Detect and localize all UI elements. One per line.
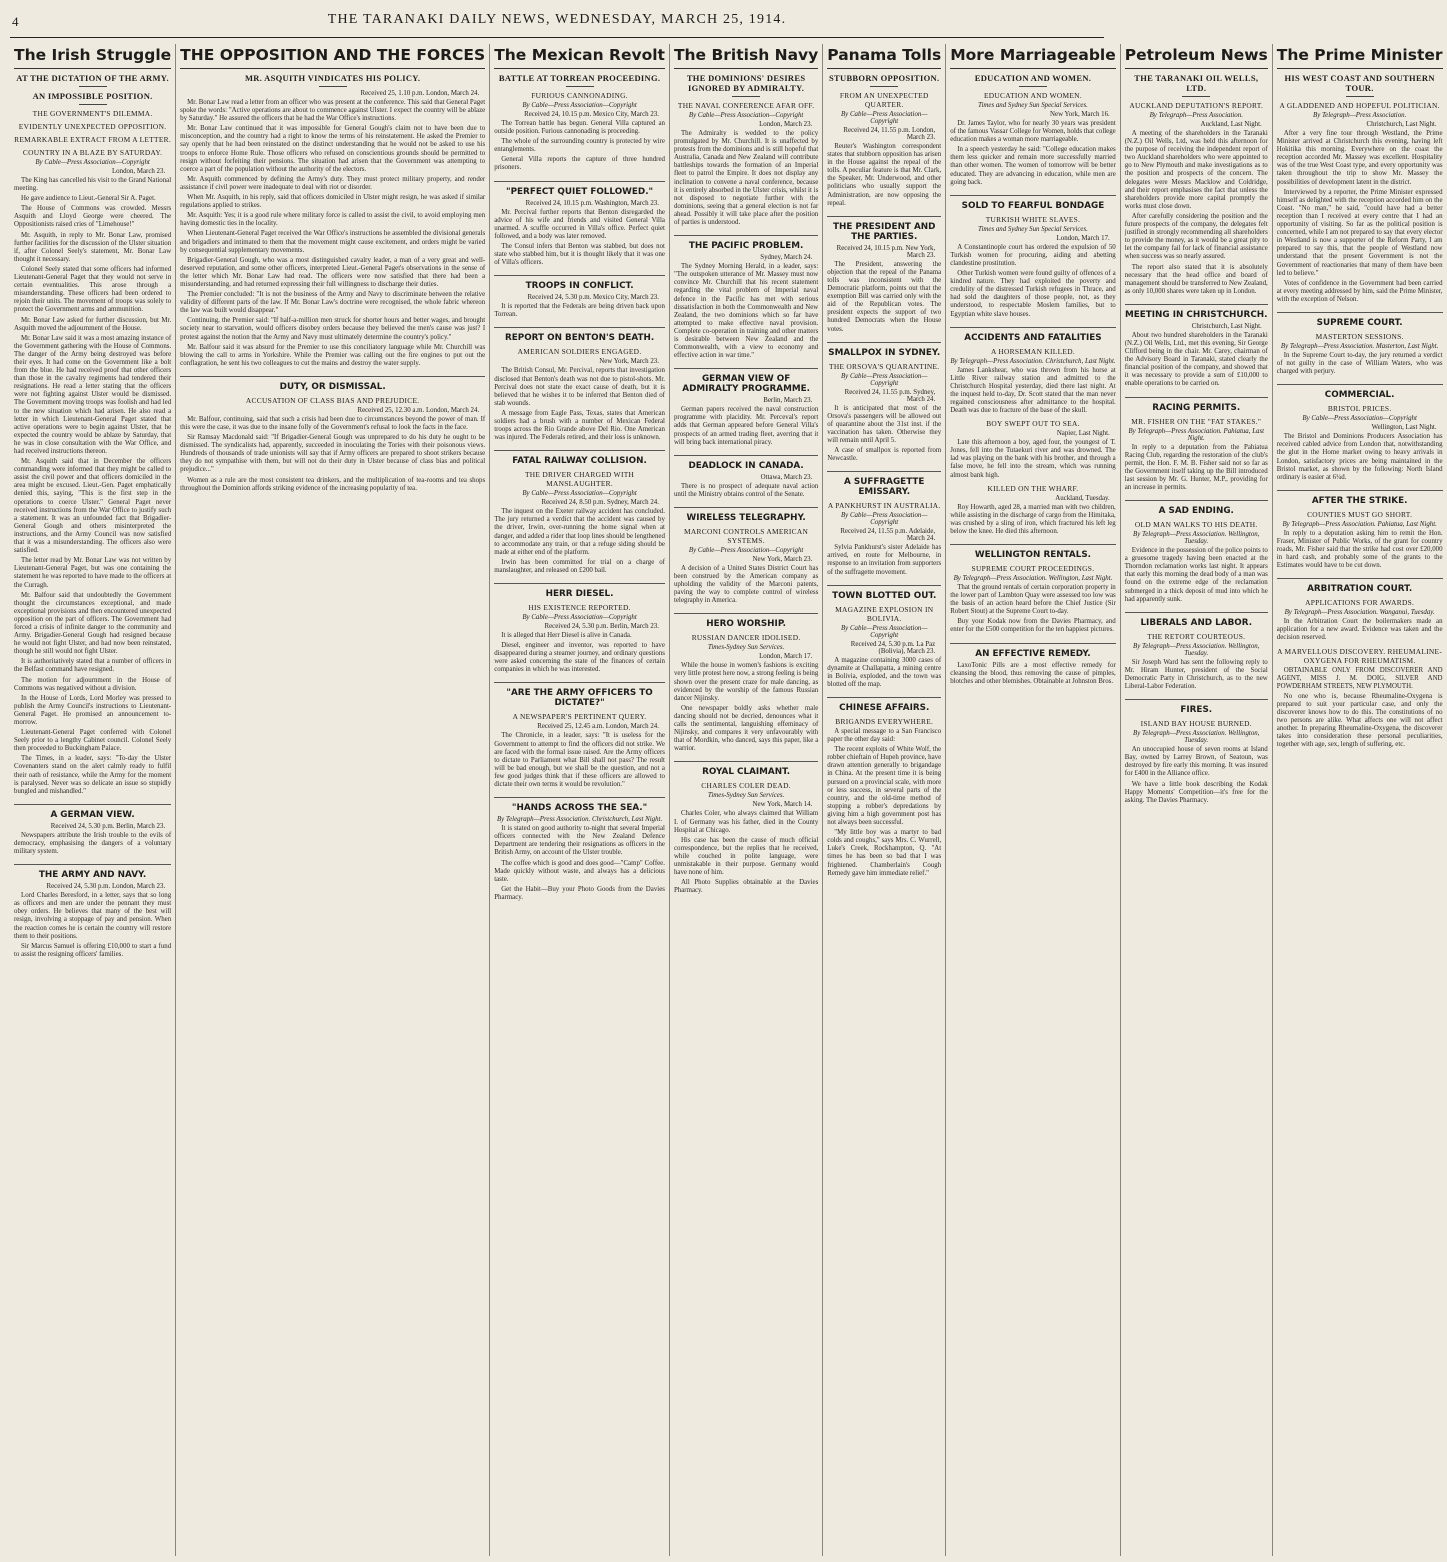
dateline: Auckland, Tuesday.	[1055, 494, 1110, 502]
dateline: London, March 23.	[759, 121, 813, 128]
section-heading: REPORT ON BENTON'S DEATH.	[494, 327, 665, 343]
subheadline: KILLED ON THE WHARF.	[987, 483, 1079, 493]
section-heading: "PERFECT QUIET FOLLOWED."	[494, 181, 665, 197]
article-paragraph: Mr. Asquith commenced by defining the Army's duty. They must protect military property, and render assistance if civil power were inadequate to deal with riot or disorder.	[180, 175, 486, 191]
article-paragraph: Sir Joseph Ward has sent the following reply to Mr. Hiram Hunter, president of the Social Democratic Party in Christchurch, as to the new Liberal-Labor Federation.	[1124, 658, 1268, 691]
subheadline: BRIGANDS EVERYWHERE.	[835, 717, 934, 726]
subheadline: CHARLES COLER DEAD.	[701, 781, 791, 791]
column-headline: The Mexican Revolt	[494, 44, 665, 69]
article-paragraph: All Photo Supplies obtainable at the Davies Pharmacy.	[673, 879, 819, 895]
subheadline: THE GOVERNMENT'S DILEMMA.	[32, 109, 153, 118]
subheadline: EDUCATION AND WOMEN.	[983, 91, 1082, 100]
section-heading: ACCIDENTS AND FATALITIES	[950, 327, 1116, 343]
wire-credit: By Telegraph—Press Association. Pahiatua, Last Night.	[1282, 520, 1437, 528]
article-paragraph: An unoccupied house of seven rooms at Island Bay, owned by Larrey Brown, of Seatoun, was destroyed by fire early this morning. It was insured for £400 in the Alliance office.	[1124, 746, 1268, 778]
article-paragraph: Mr. Balfour said it was absurd for the Premier to use this conciliatory language while Mr. Churchill was blowing the call to arms in Yorkshire. While the Premier was calling out the fire engines to put out the conflagration, he sent his two colleagues to cut the mains and destroy the water supply.	[180, 343, 486, 367]
article-paragraph: Mr. Bonar Law continued that it was impossible for General Gough's claim not to have been due to misconception, and the country had a right to know the terms of his reinstatement. He asked the Premier to say openly that he had been reinstated on the distinct understanding that he would not be asked to use his troops to enforce Home Rule. Those officers who refused on conscientious grounds should be permitted to resign without forfeiting their pensions. The situation had arisen that the Government was attempting to coerce a part of the population without the authority of the electors.	[180, 125, 486, 173]
column-headline: The British Navy	[674, 44, 818, 69]
wire-credit: By Cable—Press Association—Copyright	[1302, 415, 1417, 423]
subheadline: EDUCATION AND WOMEN.	[974, 73, 1092, 83]
article-paragraph: German papers received the naval construction programme with placidity. Mr. Perceval's report adds that German appeared before General Villa's prospects of an armed trading fleet, averring that it will bring back international piracy.	[673, 406, 819, 446]
article-paragraph: Late this afternoon a boy, aged four, the youngest of T. Jones, fell into the Tutaekuri river and was drowned. The lad was playing on the bank with his brother, and through a false move, he fell into the stream, which was running almost bank high.	[950, 439, 1116, 479]
article-paragraph: Colonel Seely stated that some officers had informed Lieutenant-General Paget that they would not serve in certain eventualities. This arose through a misunderstanding. These officers had been ordered to rejoin their units. The movement of troops was solely to protect the Government arms and ammunition.	[14, 265, 172, 314]
dateline: Christchurch, Last Night.	[1191, 322, 1262, 330]
section-heading: A GERMAN VIEW.	[14, 804, 171, 820]
article-paragraph: Charles Coler, who always claimed that William I. of Germany was his father, died in the County Hospital at Chicago.	[673, 810, 819, 834]
article-paragraph: A meeting of the shareholders in the Taranaki (N.Z.) Oil Wells, Ltd, was held this afternoon for the purpose of receiving the independent report of two Auckland shareholders who were appointed to go to New Plymouth and make investigations as to the position and prospects of the concern. The delegates were Messrs Macklow and Coldridge, and their report emphasises the fact that unless the shareholders provide more capital promptly the works must close down.	[1124, 130, 1268, 210]
section-heading: SMALLPOX IN SYDNEY.	[827, 342, 941, 358]
article-paragraph: A Constantinople court has ordered the expulsion of 50 Turkish women for procuring, aiding and abetting clandestine prostitution.	[950, 243, 1116, 267]
dateline: Received 24, 11.55 p.m. London, March 23.	[843, 127, 936, 141]
section-heading: "HANDS ACROSS THE SEA."	[494, 797, 665, 813]
article-paragraph: Mr. Asquith said that in December the officers commanding were informed that they might be called to assist the civil power and that officers domiciled in the area might be excused. Lieut.-Gen. Paget emphatically denied this, saying, "This is the first step in the operations to coerce Ulster." General Paget never received instructions from the War Office to justify such a statement. It was an unfounded fact that Brigadier-General Gough and others misinterpreted the instructions, and the Army Council was now satisfied that it was a misunderstanding. The officers also were satisfied.	[14, 458, 172, 555]
section-heading: SOLD TO FEARFUL BONDAGE	[950, 195, 1116, 211]
article-paragraph: In the Supreme Court to-day, the jury returned a verdict of not guilty in the case of William Waters, who was charged with perjury.	[1276, 351, 1443, 376]
article-paragraph: In reply to a deputation from the Pahiatua Racing Club, regarding the restoration of the club's permit, the Hon. F. M. B. Fisher said not so far as the Government itself taking up the Bill introduced last session by Mr. G. Hunter, M.P., providing for an increase in permits.	[1124, 443, 1268, 491]
article-paragraph: The Bristol and Dominions Producers Association has received cabled advice from London that, notwithstanding the glut in the Home market owing to heavy arrivals in London, satisfactory prices are being maintained in the Bristol market, as shown by the following: North Island ordinary is easier at 6¼d.	[1276, 433, 1443, 481]
column-5	[822, 44, 945, 1556]
article-paragraph: Dr. James Taylor, who for nearly 30 years was president of the famous Vassar College for Women, holds that college education makes a woman more marriageable.	[950, 120, 1116, 144]
subheadline: AT THE DICTATION OF THE ARMY.	[16, 73, 169, 83]
dateline: Received 24, 5.30 p.m. Berlin, March 23.	[50, 822, 166, 830]
short-rule	[566, 86, 594, 87]
column-2	[175, 44, 489, 1556]
wire-credit: By Telegraph—Press Association. Pahiatua, Last Night.	[1128, 427, 1265, 442]
dateline: London, March 17.	[1056, 234, 1110, 242]
article-paragraph: The Chronicle, in a leader, says: "It is useless for the Government to attempt to find the officers did not strike. We are faced with the formal issue raised. Are the Army officers to dictate to Parliament what Bill shall not pass? The result will be bad enough, but we shall be the question, and not a few good judges think that if these officers are allowed to dictate their own terms it would be revolution."	[494, 732, 665, 789]
wire-credit: By Telegraph—Press Association.	[1312, 112, 1407, 119]
article-paragraph: After a very fine tour through Westland, the Prime Minister arrived at Christchurch this evening, having left Hokitika this morning. Everywhere on the coast the reception accorded Mr. Massey was excellent. Hospitality was of the true West Coast type, and every opportunity was taken throughout the trip to show Mr. Massey the possibilities of development latent in the district.	[1276, 130, 1443, 186]
article-paragraph: He gave audience to Lieut.-General Sir A. Paget.	[21, 195, 156, 203]
dateline: Received 24, 10.15 p.m. Mexico City, March 23.	[524, 111, 659, 118]
section-heading: TOWN BLOTTED OUT.	[827, 585, 941, 601]
section-heading: COMMERCIAL.	[1277, 384, 1443, 400]
wire-credit: Times-Sydney Sun Services.	[707, 644, 785, 652]
article-paragraph: Mr. Asquith: Yes; it is a good rule where military force is called to assist the civil, to avoid employing men having domestic ties in the locality.	[180, 212, 486, 228]
article-paragraph: LaxoTonic Pills are a most effective remedy for cleansing the blood, thus removing the cause of pimples, blotches and other blemishes. Obtainable at Johnston Bros.	[950, 661, 1116, 685]
subheadline: AN IMPOSSIBLE POSITION.	[32, 91, 153, 101]
columns	[10, 44, 1443, 1556]
column-headline: The Irish Struggle	[14, 44, 171, 69]
article-paragraph: Mr. Bonar Law read a letter from an officer who was present at the conference. This said that General Paget spoke the words: "Active operations are about to commence against Ulster. I expect the country will be ablaze by Saturday." He assured the officers that he had the War Office's instructions.	[180, 99, 486, 123]
subheadline: THE RETORT COURTEOUS.	[1147, 631, 1246, 641]
article-paragraph: It is stated on good authority to-night that several Imperial officers connected with the New Zealand Defence Department are tendering their resignations as officers in the British Army, on account of the Ulster trouble.	[494, 825, 665, 857]
subheadline: HIS WEST COAST AND SOUTHERN TOUR.	[1284, 73, 1435, 93]
dateline: Received 24, 10.15 p.m. New York, March 23.	[836, 244, 936, 259]
section-heading: CHINESE AFFAIRS.	[827, 697, 941, 713]
subheadline: A GLADDENED AND HOPEFUL POLITICIAN.	[1279, 101, 1440, 110]
masthead-title: THE TARANAKI DAILY NEWS, WEDNESDAY, MARCH 25, 1914.	[327, 12, 787, 27]
article-paragraph: In a speech yesterday he said: "College education makes them less quicker and remain more successfully married than other women. The women of tomorrow will be better educated. They are advancing in education, while men are going back.	[950, 146, 1116, 186]
wire-credit: Times and Sydney Sun Special Services.	[978, 102, 1088, 109]
section-heading: WELLINGTON RENTALS.	[950, 544, 1116, 560]
dateline: Received 24, 11.55 p.m. Adelaide, March 24.	[840, 528, 936, 543]
wire-credit: By Cable—Press Association—Copyright	[840, 512, 928, 527]
section-heading: A SUFFRAGETTE EMISSARY.	[827, 471, 941, 497]
wire-credit: By Telegraph—Press Association. Wellington, Last Night.	[953, 575, 1113, 582]
subheadline: MARCONI CONTROLS AMERICAN SYSTEMS.	[684, 526, 809, 545]
masthead	[10, 8, 1104, 38]
section-heading: "ARE THE ARMY OFFICERS TO DICTATE?"	[494, 682, 665, 708]
subheadline: THE ORSOVA'S QUARANTINE.	[829, 361, 940, 371]
short-rule	[1182, 96, 1210, 97]
article-paragraph: The coffee which is good and does good—"Camp" Coffee. Made quickly without waste, and always has a delicious taste.	[494, 859, 665, 883]
section-heading: THE PRESIDENT AND THE PARTIES.	[827, 216, 941, 242]
article-paragraph: Newspapers attribute the Irish trouble to the evils of democracy, emphasising the dangers of a voluntary military system.	[14, 831, 172, 856]
dateline: Received 24, 5.30 p.m. La Paz (Bolivia), March 23.	[850, 640, 936, 655]
article-paragraph: Women as a rule are the most consistent tea drinkers, and the multiplication of tea-rooms and tea shops throughout the Dominion affords striking evidence of the increasing popularity of tea.	[180, 476, 486, 492]
article-paragraph: That the ground rentals of certain corporation property in the lower part of Lambton Quay were assessed too low was the basis of an action heard before the Chief Justice (Sir Robert Stout) at the Supreme Court to-day.	[950, 584, 1116, 616]
section-heading: FATAL RAILWAY COLLISION.	[494, 450, 665, 466]
subheadline: MR. ASQUITH VINDICATES HIS POLICY.	[244, 73, 421, 83]
dateline: Napier, Last Night.	[1056, 430, 1110, 438]
wire-credit: By Cable—Press Association—Copyright	[840, 624, 928, 639]
dateline: Received 24, 8.50 p.m. Sydney, March 24.	[541, 499, 659, 507]
article-paragraph: While the house in women's fashions is exciting very little protest here now, a strong feeling is being shown over the present craze for male dancing, as evidenced by the worship of the famous Russian dancer Nijinsky.	[673, 662, 819, 702]
wire-credit: By Cable—Press Association—Copyright	[840, 372, 928, 387]
subheadline: BOY SWEPT OUT TO SEA.	[986, 419, 1080, 429]
subheadline: FROM AN UNEXPECTED QUARTER.	[839, 91, 929, 109]
section-heading: ARBITRATION COURT.	[1277, 578, 1443, 594]
article-paragraph: The Times, in a leader, says: "To-day the Ulster Covenanters stand on the alert calmly ready to fulfil their oath of resistance, while the Army for the moment is paralysed. Never was so delicate an issue so stupidly bungled and mishandled."	[14, 755, 172, 795]
article-paragraph: It is alleged that Herr Diesel is alive in Canada.	[501, 632, 632, 639]
section-heading: RACING PERMITS.	[1125, 397, 1268, 413]
wire-credit: By Cable—Press Association—Copyright	[688, 112, 804, 119]
article-paragraph: The House of Commons was crowded. Messrs Asquith and Lloyd George were cheered. The Oppositionists raised cries of "Limehouse!"	[14, 205, 172, 229]
article-paragraph: The British Consul, Mr. Percival, reports that investigation disclosed that Benton's death was not due to pistol-shots. Mr. Percival does not state the exact cause of death, but it is believed that he wishes it to be inferred that Benton died of stab wounds.	[494, 367, 665, 407]
wire-credit: By Cable—Press Association—Copyright	[522, 102, 637, 109]
column-headline: The Prime Minister	[1277, 44, 1443, 69]
wire-credit: By Telegraph—Press Association. Wellington, Tuesday.	[1133, 531, 1260, 546]
article-paragraph: When Mr. Asquith, in his reply, said that officers domiciled in Ulster might resign, he was asked if similar regulations applied to strikes.	[180, 194, 486, 210]
subheadline: MASTERTON SESSIONS.	[1315, 331, 1404, 341]
article-paragraph: The Torrean battle has begun. General Villa captured an outside position. Furious cannonading is proceeding.	[494, 120, 665, 136]
wire-credit: By Telegraph—Press Association. Wanganui, Tuesday.	[1284, 609, 1435, 617]
wire-credit: By Cable—Press Association—Copyright	[522, 614, 637, 621]
article-paragraph: The inquest on the Exeter railway accident has concluded. The jury returned a verdict that the accident was caused by the driver, Irwin, over-running the home signal when at danger, and added a rider that loop lines should be lengthened to accommodate any train, or that a refuge siding should be made at either end of the platform.	[494, 508, 665, 556]
article-paragraph: In the Arbitration Court the boilermakers made an application for a new award. Evidence was taken and the decision reserved.	[1276, 618, 1443, 642]
article-paragraph: About two hundred shareholders in the Taranaki (N.Z.) Oil Wells, Ltd., met this evening, Sir George Clifford being in the chair. Mr. Carey, chairman of the Advisory Board in Taranaki, stated clearly the financial position of the company, and showed that it was necessary to provide a sum of £10,000 to enable operations to be carried on.	[1124, 331, 1268, 388]
dateline: London, March 23.	[111, 168, 166, 175]
article-paragraph: Sir Marcus Samuel is offering £10,000 to start a fund to assist the resigning officers' families.	[14, 942, 172, 958]
article-paragraph: There is no prospect of adequate naval action until the Ministry obtains control of the Senate.	[673, 482, 819, 498]
article-paragraph: OBTAINABLE ONLY FROM DISCOVERER AND AGENT, MISS J. M. DOIG, SILVER AND POWDERHAM STREETS, NEW PLYMOUTH.	[1276, 666, 1443, 690]
article-paragraph: The letter read by Mr. Bonar Law was not written by Lieutenant-General Paget, but was one containing the statement he was reported to have made to the officers at the Curragh.	[14, 557, 172, 589]
article-paragraph: "My little boy was a martyr to bad colds and coughs," says Mrs. C. Wurrell, Luke's Creek, Rockhampton, Q. "At times he has been so bad that I was frightened. Chamberlain's Cough Remedy gave him immediate relief."	[827, 829, 942, 877]
article-paragraph: Lieutenant-General Paget conferred with Colonel Seely prior to a lengthy Cabinet council. Colonel Seely then proceeded to Buckingham Palace.	[14, 729, 172, 753]
section-heading: HERR DIESEL.	[494, 583, 665, 599]
short-rule	[79, 86, 107, 87]
dateline: Wellington, Last Night.	[1371, 424, 1437, 432]
dateline: Received 24, 11.55 p.m. Sydney, March 24.	[844, 388, 936, 403]
section-heading: AN EFFECTIVE REMEDY.	[950, 643, 1116, 659]
subheadline: A MARVELLOUS DISCOVERY. RHEUMALINE-OXYGENA FOR RHEUMATISM.	[1277, 646, 1443, 665]
subheadline: ACCUSATION OF CLASS BIAS AND PREJUDICE.	[245, 395, 420, 405]
dateline: Christchurch, Last Night.	[1366, 121, 1437, 128]
section-heading: ROYAL CLAIMANT.	[674, 761, 818, 777]
subheadline: COUNTRY IN A BLAZE BY SATURDAY.	[22, 148, 163, 157]
dateline: London, March 17.	[759, 653, 813, 661]
article-paragraph: The whole of the surrounding country is protected by wire entanglements.	[494, 138, 665, 154]
dateline: Received 24, 5.30 p.m. London, March 23.	[46, 883, 166, 891]
article-paragraph: His case has been the cause of much official correspondence, but the replies that he received, while couched in polite language, were unmistakable in their purpose. Germany would have none of him.	[673, 836, 819, 877]
article-paragraph: Sylvia Pankhurst's sister Adelaide has arrived, en route for Melbourne, in response to an invitation from supporters of the suffragette movement.	[827, 544, 942, 576]
article-paragraph: Interviewed by a reporter, the Prime Minister expressed himself as delighted with the reception accorded him on the Coast. "No man," he said, "could have had a better reception than I received at every centre that I had an opportunity of visiting. So far as the political position is concerned, while I am not prepared to say that every elector in Westland is now a supporter of the Reform Party, I am prepared to say this, that the people of Westland now understand that the present Government is not the Government of reactionaries that many of them have been led to believe."	[1276, 188, 1443, 277]
subheadline: MAGAZINE EXPLOSION IN BOLIVIA.	[835, 604, 934, 623]
subheadline: A NEWSPAPER'S PERTINENT QUERY.	[512, 712, 647, 722]
subheadline: HIS EXISTENCE REPORTED.	[528, 603, 631, 612]
article-paragraph: Continuing, the Premier said: "If half-a-million men struck for shorter hours and better wages, and brought society near to starvation, would officers disobey orders because they believed the men's cause was just? I protest against the notion that the Army and Navy must ultimately determine the country's policy."	[180, 317, 486, 341]
dateline: New York, March 14.	[752, 801, 813, 809]
wire-credit: By Cable—Press Association—Copyright	[35, 159, 150, 166]
dateline: Received 25, 12.45 a.m. London, March 24.	[537, 723, 659, 731]
article-paragraph: The President, answering the objection that the repeal of the Panama tolls was inconsistent with the Democratic platform, points out that the exemption Bill was carried only with the aid of the Republican votes. The president expects the support of two hundred Democrats when the House votes.	[827, 260, 942, 333]
article-paragraph: Mr. Bonar Law said it was a most amazing instance of the Government gathering with the House of Commons. The danger of the Army being destroyed was before their eyes. It had come on the Government like a bolt from the blue. He had received proof that other officers than those in the cavalry regiments had tendered their resignations. He read a letter stating that the officers were not fighting against Ulster would be dismissed. The Government moving troops was foolish and had led to the new situation which had arisen. He also read a letter in which Lieutenant-General Paget stated that active operations were to begin against Ulster, that he expected the country would be ablaze by Saturday, that he was in close consultation with the War Office, and had received instructions thereon.	[14, 334, 172, 455]
article-paragraph: No one who is, because Rheumaline-Oxygena is prepared to suit your particular case, and only the discoverer knows how to do this. The constitutions of no two persons are alike. What affects one will not affect another. In preparing Rheumaline-Oxygena, the discoverer takes into consideration these personal peculiarities, together with age, sex, length of suffering, etc.	[1276, 692, 1443, 749]
article-paragraph: The Premier concluded: "It is not the business of the Army and Navy to discriminate between the relative validity of different parts of the law. If Mr. Bonar Law's doctrine were recognised, the whole fabric whereon the law was built would disappear."	[180, 291, 486, 315]
subheadline: FURIOUS CANNONADING.	[531, 91, 628, 100]
article-paragraph: In the House of Lords, Lord Morley was pressed to publish the Army Council's instructions to Lieutenant-General Paget. He promised an announcement to-morrow.	[14, 694, 172, 726]
wire-credit: Times-Sydney Sun Services.	[707, 792, 785, 800]
column-headline: THE OPPOSITION AND THE FORCES	[180, 44, 485, 69]
wire-credit: By Telegraph—Press Association.	[1149, 112, 1243, 119]
section-heading: THE ARMY AND NAVY.	[14, 864, 171, 880]
column-7	[1120, 44, 1272, 1556]
article-paragraph: The King has cancelled his visit to the Grand National meeting.	[14, 177, 172, 193]
article-paragraph: The Consul infers that Benton was stabbed, but does not state who stabbed him, but it is thought likely that it was one of Villa's officers.	[494, 242, 665, 267]
article-paragraph: Votes of confidence in the Government had been carried at every meeting addressed by him, said the Prime Minister, with the exception of Nelson.	[1276, 279, 1443, 303]
dateline: New York, March 23.	[599, 358, 659, 366]
article-paragraph: One newspaper boldly asks whether male dancing should not be decried, denounces what it calls the sentimental, languishing effeminacy of Nijinsky, and compares it very unfavourably with that of Mordkin, who danced, says this paper, like a warrior.	[673, 704, 819, 753]
article-paragraph: The Sydney Morning Herald, in a leader, says: "The outspoken utterance of Mr. Massey must now convince Mr. Churchill that his recent statement regarding the vital problem of Imperial naval defence in the Pacific has met with serious dissatisfaction in both the Commonwealth and New Zealand, the two dominions which so far have attempted to make effective naval provision. Complete co-operation in training and other matters is desirable between New Zealand and the Commonwealth, with a view to economy and effective action in war time."	[673, 263, 819, 360]
subheadline: THE DRIVER CHARGED WITH MANSLAUGHTER.	[524, 470, 635, 489]
article-paragraph: A case of smallpox is reported from Newcastle.	[827, 447, 942, 463]
article-paragraph: General Villa reports the capture of three hundred prisoners.	[494, 156, 665, 172]
wire-credit: By Telegraph—Press Association. Christchurch, Last Night.	[496, 816, 663, 824]
article-paragraph: A decision of a United States District Court has been construed by the American company as upholding the validity of the Marconi patents, paving the way to complete control of wireless telegraphy in America.	[673, 564, 819, 605]
dateline: Received 25, 1.10 p.m. London, March 24.	[360, 90, 480, 97]
subheadline: THE TARANAKI OIL WELLS, LTD.	[1134, 73, 1259, 93]
subheadline: ISLAND BAY HOUSE BURNED.	[1140, 719, 1252, 729]
section-heading: AFTER THE STRIKE.	[1277, 490, 1443, 506]
dateline: Auckland, Last Night.	[1200, 121, 1262, 128]
article-paragraph: We have a little book describing the Kodak Happy Moments' Competition—it's free for the asking. The Davies Pharmacy.	[1124, 780, 1268, 804]
article-paragraph: Mr. Asquith, in reply to Mr. Bonar Law, promised further facilities for the discussion of the Ulster situation if, after Colonel Seely's statement, Mr. Bonar Law thought it necessary.	[14, 231, 172, 263]
article-paragraph: The recent exploits of White Wolf, the robber chieftain of Hupeh province, have drawn attention generally to brigandage in China. At the present time it is being pursued on a provincial scale, with more or less success, in several parts of the country, and the old-time method of stopping a robber's depredations by giving him a high government post has not always been successful.	[827, 746, 942, 827]
section-heading: FIRES.	[1125, 699, 1268, 715]
article-paragraph: Buy your Kodak now from the Davies Pharmacy, and enter for the £500 competition for the ten happiest pictures.	[950, 618, 1116, 634]
subheadline: SUPREME COURT PROCEEDINGS.	[971, 564, 1095, 573]
article-paragraph: Mr. Percival further reports that Benton disregarded the advice of his wife and friends and visited General Villa unarmed. A scuffle occurred in Villa's office. Perfect quiet followed, and a body was later removed.	[494, 208, 665, 240]
section-heading: DUTY, OR DISMISSAL.	[180, 376, 485, 392]
column-6	[945, 44, 1120, 1556]
wire-credit: By Telegraph—Press Association. Christchurch, Last Night.	[950, 357, 1116, 365]
article-paragraph: It is authoritatively stated that a number of officers in the Belfast command have resigned.	[14, 658, 172, 674]
short-rule	[732, 96, 760, 97]
column-1	[10, 44, 175, 1556]
subheadline: BRISTOL PRICES.	[1327, 404, 1392, 414]
section-heading: THE PACIFIC PROBLEM.	[674, 235, 818, 251]
subheadline: BATTLE AT TORREAN PROCEEDING.	[498, 73, 661, 83]
article-paragraph: In reply to a deputation asking him to remit the Hon. Fraser, Minister of Public Works, of the grant for country roads, Mr. Fisher said that the strike had cost over £20,000 in hard cash, and probably some of the grants to the Estimates would have to be cut down.	[1276, 529, 1443, 570]
wire-credit: By Telegraph—Press Association. Wellington, Tuesday.	[1133, 642, 1260, 657]
article-paragraph: Mr. Bonar Law asked for further discussion, but Mr. Asquith moved the adjournment of the House.	[14, 316, 172, 332]
article-paragraph: A special message to a San Francisco paper the other day said:	[827, 728, 942, 744]
wire-credit: By Cable—Press Association—Copyright	[840, 111, 928, 125]
column-4	[669, 44, 822, 1556]
subheadline: EVIDENTLY UNEXPECTED OPPOSITION.	[18, 122, 167, 131]
subheadline: AMERICAN SOLDIERS ENGAGED.	[517, 347, 642, 357]
section-heading: SUPREME COURT.	[1277, 312, 1443, 328]
subheadline: STUBBORN OPPOSITION.	[829, 73, 940, 83]
article-paragraph: James Lankshear, who was thrown from his horse at Little River railway station and admitted to the Christchurch Hospital yesterday, died there last night. At the inquest held to-day, Dr. Scott stated that the man never regained consciousness after admittance to the hospital. Death was due to fracture of the base of the skull.	[950, 366, 1116, 415]
section-heading: WIRELESS TELEGRAPHY.	[674, 507, 818, 523]
section-heading: MEETING IN CHRISTCHURCH.	[1125, 304, 1268, 320]
article-paragraph: It is reported that the Federals are being driven back upon Torrean.	[494, 303, 665, 319]
page-number: 4	[12, 14, 20, 29]
short-rule	[79, 104, 107, 105]
wire-credit: By Telegraph—Press Association. Masterton, Last Night.	[1280, 342, 1439, 350]
article-paragraph: It is anticipated that most of the Orsova's passengers will be allowed out of quarantine about the 31st inst. if the vaccination has taken. Otherwise they will remain until April 5.	[827, 404, 942, 444]
article-paragraph: Roy Howarth, aged 28, a married man with two children, while assisting in the discharge of cargo from the Himitaka, was crushed by a sling of iron, which fractured his left leg below the knee. He died this afternoon.	[950, 503, 1116, 535]
section-heading: LIBERALS AND LABOR.	[1125, 612, 1268, 628]
article-paragraph: Irwin has been committed for trial on a charge of manslaughter, and released on £200 bail.	[494, 558, 665, 574]
article-paragraph: Evidence in the possession of the police points to a gruesome tragedy having been enacted at the Thorndon reclamation works last night. It appears that early this morning the dead body of a man was found on the extreme edge of the reclamation submerged in a thick deposit of mud into which he had apparently sunk.	[1124, 547, 1268, 603]
article-paragraph: Mr. Balfour said that undoubtedly the Government thought the circumstances exceptional, and made exceptional provisions and then encountered unexpected opposition on the part of officers. The Government had forced a crisis of infinite danger to the community and Army. Brigadier-General Gough had resigned because he would not fight Ulster, and had now been reinstated, though he still would not fight Ulster.	[14, 591, 172, 656]
article-paragraph: Diesel, engineer and inventor, was reported to have disappeared during a steamer journey, and ordinary questions were asked concerning the state of the finances of certain companies in which he was interested.	[494, 642, 665, 674]
subheadline: RUSSIAN DANCER IDOLISED.	[691, 633, 801, 643]
short-rule	[319, 86, 347, 87]
article-paragraph: When Lieutenant-General Paget received the War Office's instructions he assembled the divisional generals and brigadiers and intimated to them that the movement might cause excitement, and orders might be varied by consequential supplementary movements.	[180, 230, 486, 254]
article-paragraph: Other Turkish women were found guilty of offences of a kindred nature. They had exploited the poverty and credulity of the distressed Turkish refugees in Thrace, and had sold the daughters of those people, not, as they understood, to respectable Moslem families, but to Egyptian white slave houses.	[950, 270, 1116, 318]
subheadline: APPLICATIONS FOR AWARDS.	[1305, 598, 1415, 608]
article-paragraph: The Admiralty is wedded to the policy promulgated by Mr. Churchill. It is unaffected by protests from the dominions and is still hopeful that Australia, Canada and New Zealand will contribute battleships towards the formation of an Imperial fleet to patrol the Empire. It does not display any inclination to convene a naval conference, because it is entirely absorbed in the Ulster crisis, whilst it is not disposed to negotiate further with the dominions, seeing that a general election is not far ahead. Possibly it will take place after the position of parties is understood.	[673, 130, 819, 227]
article-paragraph: A message from Eagle Pass, Texas, states that American soldiers had a brush with a number of Mexican Federal troops across the Rio Grande above Del Rio. One American was injured. The Federals retired, and their loss is unknown.	[494, 409, 665, 442]
article-paragraph: The report also stated that it is absolutely necessary that the head office and board of management should be transferred to New Zealand, as only 10,000 shares were taken up in London.	[1124, 263, 1268, 295]
dateline: Ottawa, March 23.	[760, 473, 813, 481]
section-heading: HERO WORSHIP.	[674, 613, 818, 629]
section-heading: GERMAN VIEW OF ADMIRALTY PROGRAMME.	[674, 368, 818, 394]
short-rule	[1346, 96, 1374, 97]
article-paragraph: A magazine containing 3000 cases of dynamite at Challapatta, a mining centre in Bolivia, exploded, and the town was blotted off the map.	[827, 656, 942, 688]
dateline: New York, March 23.	[752, 555, 813, 563]
subheadline: THE NAVAL CONFERENCE AFAR OFF.	[677, 101, 815, 110]
subheadline: REMARKABLE EXTRACT FROM A LETTER.	[14, 135, 172, 144]
short-rule	[870, 86, 898, 87]
section-heading: TROOPS IN CONFLICT.	[494, 275, 665, 291]
column-headline: Panama Tolls	[827, 44, 941, 69]
subheadline: MR. FISHER ON THE "FAT STAKES."	[1131, 416, 1262, 426]
column-headline: Petroleum News	[1125, 44, 1268, 69]
article-paragraph: Mr. Balfour, continuing, said that such a crisis had been due to circumstances beyond the power of man. If this were the case, it was due to the insane folly of the Government's refusal to look the facts in the face.	[180, 415, 486, 431]
column-3	[489, 44, 669, 1556]
dateline: Received 25, 12.30 a.m. London, March 24.	[357, 406, 480, 414]
subheadline: COUNTIES MUST GO SHORT.	[1307, 509, 1413, 519]
subheadline: A PANKHURST IN AUSTRALIA.	[827, 501, 941, 511]
column-headline: More Marriageable	[950, 44, 1116, 69]
dateline: Received 24, 10.15 p.m. Washington, March 23.	[525, 199, 659, 207]
article-paragraph: The motion for adjournment in the House of Commons was negatived without a division.	[14, 676, 172, 692]
column-8	[1272, 44, 1447, 1556]
wire-credit: By Cable—Press Association—Copyright	[688, 546, 804, 554]
wire-credit: Times and Sydney Sun Special Services.	[978, 225, 1088, 233]
article-paragraph: Lord Charles Beresford, in a letter, says that so long as officers and men are under the pennant they must obey orders. He believes that many of the best will resign, involving a stoppage of pay and pension. When the reaction comes he is certain the country will restore them to their positions.	[14, 892, 172, 940]
subheadline: A HORSEMAN KILLED.	[990, 346, 1075, 356]
subheadline: TURKISH WHITE SLAVES.	[985, 214, 1081, 224]
subheadline: AUCKLAND DEPUTATION'S REPORT.	[1129, 101, 1264, 110]
article-paragraph: After carefully considering the position and the future prospects of the company, the delegates felt justified in strongly recommending all shareholders to provide the money, as it would be a great pity to let the company fail for lack of financial assistance when success was so nearly assured.	[1124, 212, 1268, 261]
article-paragraph: Brigadier-General Gough, who was a most distinguished cavalry leader, a man of a very great and well-deserved reputation, and some other officers, interpreted Lieut.-General Paget's observations in the sense of the letter which Mr. Bonar Law had read. The officers were now satisfied that there had been a misunderstanding, and had returned expressing their full willingness to discharge their duties.	[180, 256, 486, 288]
dateline: Berlin, March 23.	[763, 397, 813, 405]
subheadline: THE DOMINIONS' DESIRES IGNORED BY ADMIRALTY.	[686, 73, 806, 93]
article-paragraph: Sir Ramsay Macdonald said: "If Brigadier-General Gough was unprepared to do his duty he ought to be dismissed. The syndicalists had, apparently, succeeded in inoculating the Tories with their poisonous views. Hundreds of thousands of trade unionists will say that if Army officers are prepared to shoot strikers because they do not sympathise with them, but will not do their duty in Ulster because of class bias and political prejudice..."	[180, 434, 486, 474]
dateline: Received 24, 5.30 p.m. Berlin, March 23.	[544, 623, 659, 630]
wire-credit: By Telegraph—Press Association. Wellington, Tuesday.	[1133, 730, 1260, 745]
section-heading: A SAD ENDING.	[1125, 500, 1268, 516]
wire-credit: By Cable—Press Association—Copyright	[522, 490, 637, 498]
subheadline: OLD MAN WALKS TO HIS DEATH.	[1134, 520, 1258, 530]
section-heading: DEADLOCK IN CANADA.	[674, 455, 818, 471]
short-rule	[1019, 86, 1047, 87]
dateline: Received 24, 5.30 p.m. Mexico City, March 23.	[527, 294, 659, 302]
article-paragraph: Reuter's Washington correspondent states that stubborn opposition has arisen in the House against the repeal of the tolls. A peculiar feature is that Mr. Clark, the Speaker, Mr. Underwood, and other politicians who usually support the Administration, are now opposing the repeal.	[827, 143, 942, 207]
dateline: New York, March 16.	[1050, 111, 1110, 118]
dateline: Sydney, March 24.	[760, 254, 813, 262]
article-paragraph: Get the Habit—Buy your Photo Goods from the Davies Pharmacy.	[494, 885, 665, 901]
